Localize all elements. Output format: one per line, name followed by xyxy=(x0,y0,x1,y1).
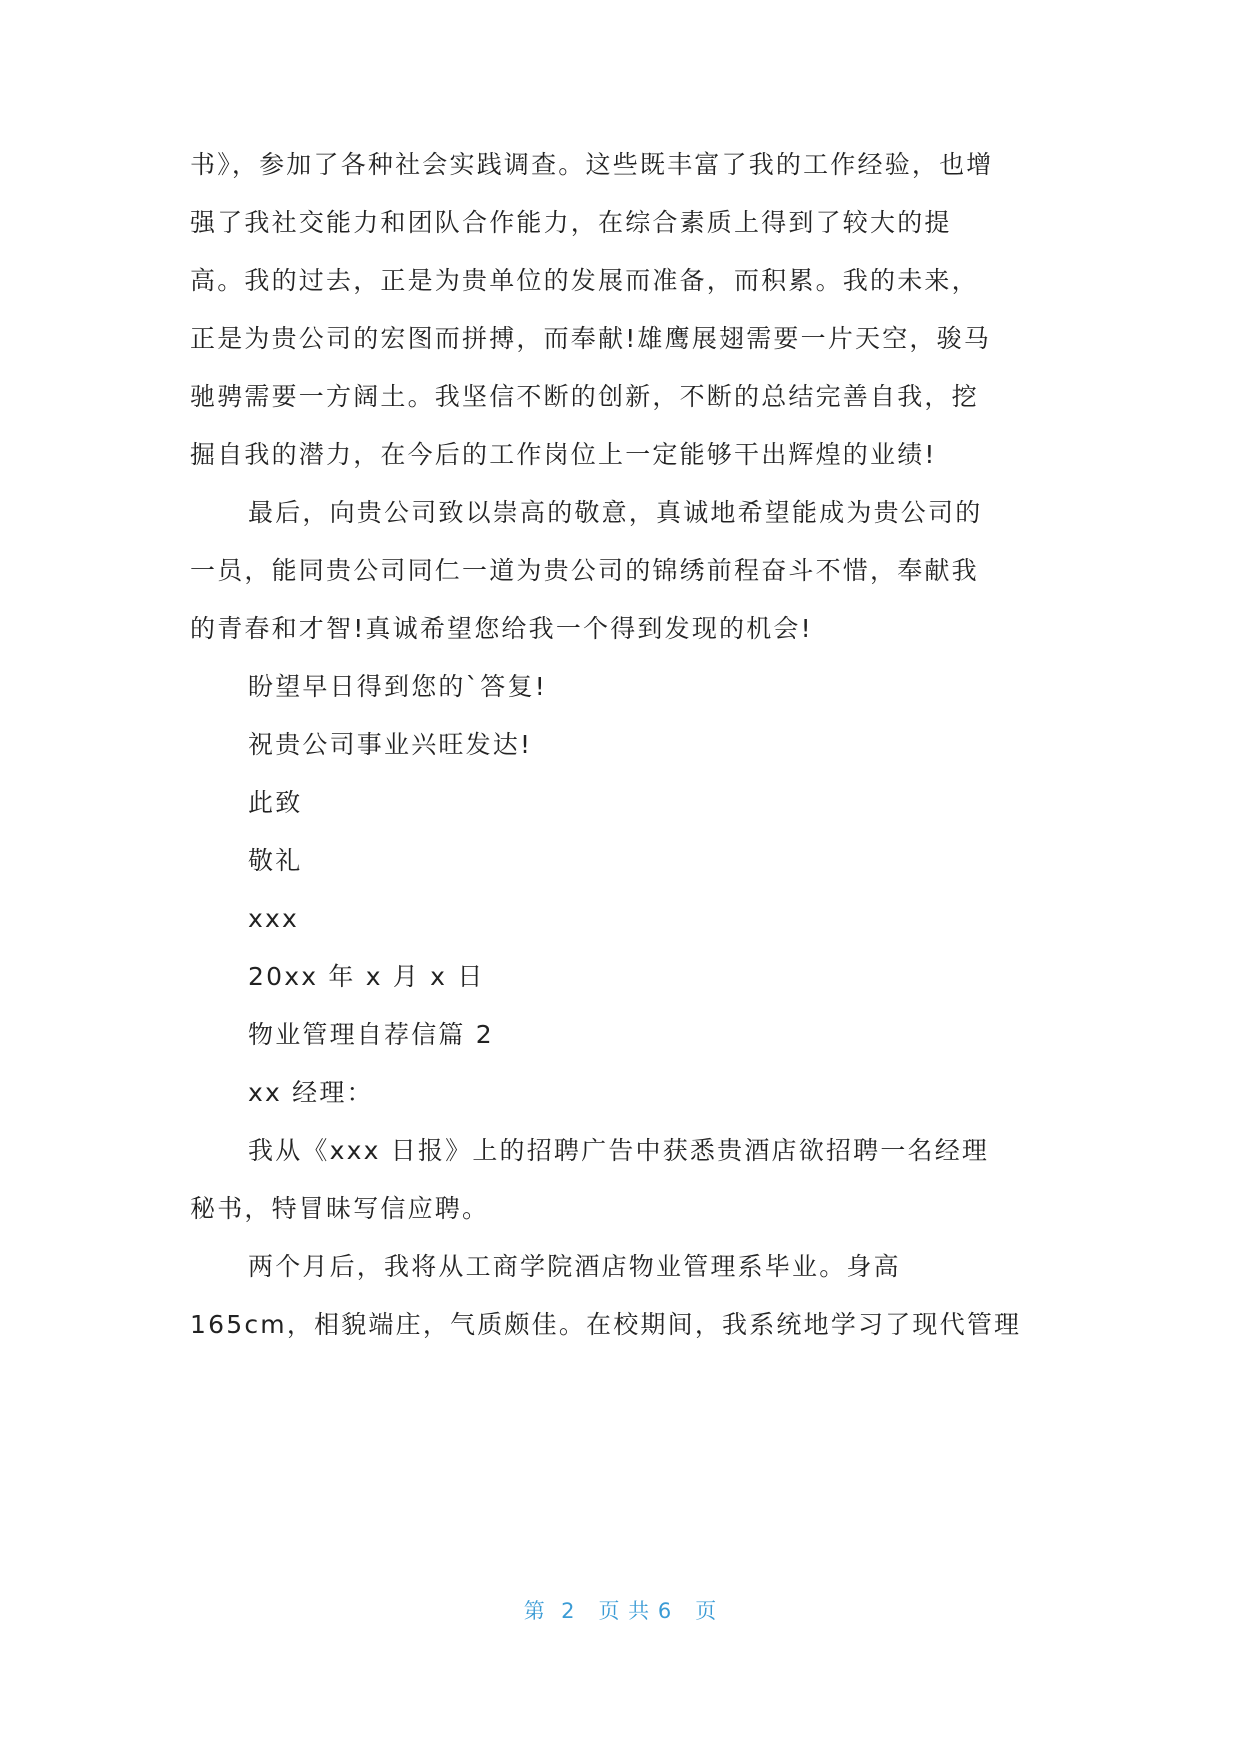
paragraph-line: 强了我社交能力和团队合作能力，在综合素质上得到了较大的提 xyxy=(190,208,952,237)
paragraph-line: 我从《xxx 日报》上的招聘广告中获悉贵酒店欲招聘一名经理 xyxy=(248,1136,990,1165)
paragraph-line: 驰骋需要一方阔土。我坚信不断的创新，不断的总结完善自我，挖 xyxy=(190,382,979,411)
paragraph-line: 两个月后，我将从工商学院酒店物业管理系毕业。身高 xyxy=(248,1252,901,1281)
closing-line: 盼望早日得到您的`答复! xyxy=(248,672,547,701)
signature-name: xxx xyxy=(248,904,299,933)
paragraph-line: 秘书，特冒昧写信应聘。 xyxy=(190,1194,490,1223)
paragraph-line: 正是为贵公司的宏图而拼搏，而奉献!雄鹰展翅需要一片天空，骏马 xyxy=(190,324,992,353)
paragraph-line: 掘自我的潜力，在今后的工作岗位上一定能够干出辉煌的业绩! xyxy=(190,440,937,469)
closing-line: 祝贵公司事业兴旺发达! xyxy=(248,730,533,759)
paragraph-line: 一员，能同贵公司同仁一道为贵公司的锦绣前程奋斗不惜，奉献我 xyxy=(190,556,979,585)
salutation-line: 此致 xyxy=(248,788,303,817)
paragraph-line: 最后，向贵公司致以崇高的敬意，真诚地希望能成为贵公司的 xyxy=(248,498,983,527)
salutation-line: 敬礼 xyxy=(248,846,303,875)
paragraph-line: 书》，参加了各种社会实践调查。这些既丰富了我的工作经验，也增 xyxy=(190,150,994,179)
signature-date: 20xx 年 x 月 x 日 xyxy=(248,962,485,991)
section-title: 物业管理自荐信篇 2 xyxy=(248,1020,494,1049)
paragraph-line: 高。我的过去，正是为贵单位的发展而准备，而积累。我的未来， xyxy=(190,266,979,295)
paragraph-line: 的青春和才智!真诚希望您给我一个得到发现的机会! xyxy=(190,614,813,643)
paragraph-line: 165cm，相貌端庄，气质颇佳。在校期间，我系统地学习了现代管理 xyxy=(190,1310,1022,1339)
recipient-greeting: xx 经理： xyxy=(248,1078,374,1107)
page-number-footer: 第 2 页 共 6 页 xyxy=(523,1599,718,1623)
